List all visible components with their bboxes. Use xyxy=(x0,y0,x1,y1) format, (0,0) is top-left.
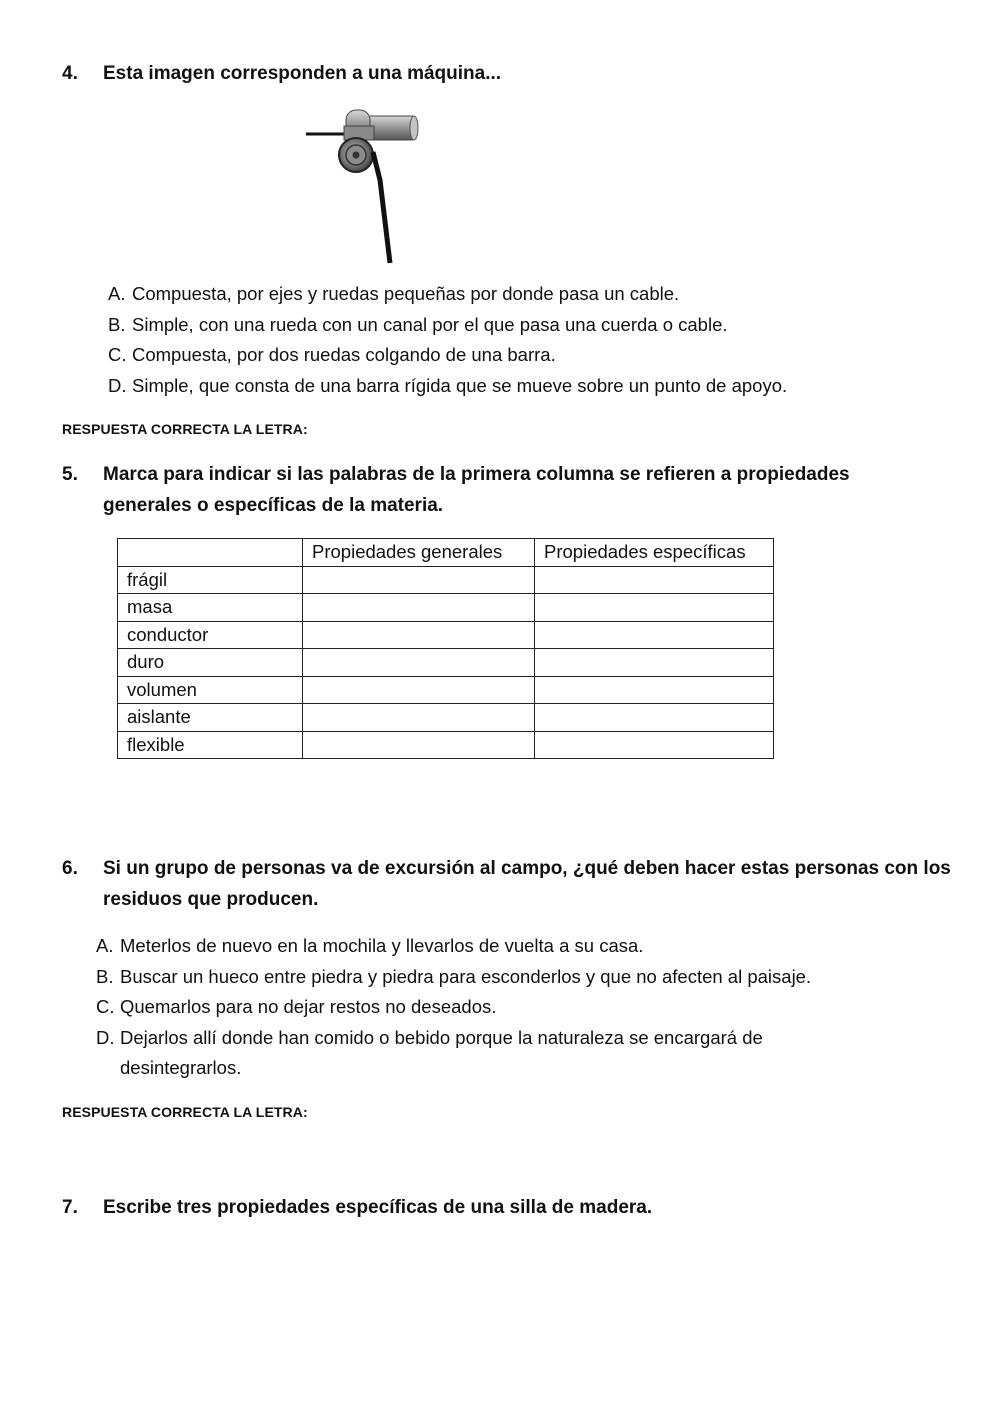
option-letter: B. xyxy=(96,965,114,987)
option-text: Quemarlos para no dejar restos no deseados. xyxy=(120,996,497,1017)
option-letter: D. xyxy=(96,1026,115,1048)
option-text: Simple, con una rueda con un canal por el que pasa una cuerda o cable. xyxy=(132,313,728,335)
question-number: 4. xyxy=(62,63,78,84)
option-d[interactable] xyxy=(96,1023,876,1084)
option-c[interactable] xyxy=(108,340,968,371)
property-name: conductor xyxy=(118,621,303,649)
option-letter: A. xyxy=(96,935,114,956)
option-b[interactable] xyxy=(96,962,876,993)
table-header-cell xyxy=(118,539,303,567)
option-letter: B. xyxy=(108,313,126,335)
question-number: 7. xyxy=(62,1197,78,1218)
option-text: Buscar un hueco entre piedra y piedra para esconderlos y que no afecten al paisaje. xyxy=(120,965,812,987)
specific-checkbox-cell[interactable] xyxy=(535,676,774,704)
specific-checkbox-cell[interactable] xyxy=(535,621,774,649)
table-row xyxy=(118,566,774,594)
table-row xyxy=(118,676,774,704)
table-row xyxy=(118,594,774,622)
question-7-title xyxy=(62,1192,942,1223)
question-6-options xyxy=(96,931,876,1084)
answer-label: RESPUESTA CORRECTA LA LETRA: xyxy=(62,1104,308,1120)
property-name: aislante xyxy=(118,704,303,732)
question-text: Escribe tres propiedades específicas de una silla de madera. xyxy=(103,1197,653,1218)
table-row xyxy=(118,704,774,732)
property-name: volumen xyxy=(118,676,303,704)
option-text: Meterlos de nuevo en la mochila y llevarlos de vuelta a su casa. xyxy=(120,935,644,956)
option-letter: A. xyxy=(108,283,126,304)
general-checkbox-cell[interactable] xyxy=(303,676,535,704)
option-d[interactable] xyxy=(108,371,968,402)
question-text: Esta imagen corresponden a una máquina... xyxy=(103,63,502,84)
question-6-title xyxy=(62,853,952,915)
question-4-title xyxy=(62,58,942,89)
specific-checkbox-cell[interactable] xyxy=(535,704,774,732)
option-letter: D. xyxy=(108,374,127,396)
question-text: Si un grupo de personas va de excursión al campo, ¿qué deben hacer estas personas con los residuos que producen. xyxy=(103,858,951,910)
question-text: Marca para indicar si las palabras de la primera columna se refieren a propiedades generales o específicas de la materia. xyxy=(103,464,850,516)
general-checkbox-cell[interactable] xyxy=(303,594,535,622)
table-header-cell: Propiedades específicas xyxy=(535,539,774,567)
option-letter: C. xyxy=(96,996,115,1017)
specific-checkbox-cell[interactable] xyxy=(535,594,774,622)
property-name: masa xyxy=(118,594,303,622)
option-text: Compuesta, por dos ruedas colgando de una barra. xyxy=(132,344,556,365)
option-letter: C. xyxy=(108,344,127,365)
general-checkbox-cell[interactable] xyxy=(303,621,535,649)
pulley-icon xyxy=(300,100,425,270)
question-4-options xyxy=(108,279,968,401)
option-b[interactable] xyxy=(108,310,968,341)
table-row xyxy=(118,621,774,649)
general-checkbox-cell[interactable] xyxy=(303,704,535,732)
table-row xyxy=(118,649,774,677)
properties-table xyxy=(117,538,774,759)
specific-checkbox-cell[interactable] xyxy=(535,566,774,594)
general-checkbox-cell[interactable] xyxy=(303,731,535,759)
specific-checkbox-cell[interactable] xyxy=(535,649,774,677)
property-name: flexible xyxy=(118,731,303,759)
question-5-title xyxy=(62,459,892,521)
specific-checkbox-cell[interactable] xyxy=(535,731,774,759)
general-checkbox-cell[interactable] xyxy=(303,649,535,677)
question-number: 5. xyxy=(62,464,78,485)
answer-label: RESPUESTA CORRECTA LA LETRA: xyxy=(62,421,308,437)
option-text: Compuesta, por ejes y ruedas pequeñas por donde pasa un cable. xyxy=(132,283,680,304)
general-checkbox-cell[interactable] xyxy=(303,566,535,594)
table-header-row xyxy=(118,539,774,567)
table-header-cell: Propiedades generales xyxy=(303,539,535,567)
option-text: Dejarlos allí donde han comido o bebido porque la naturaleza se encargará de desintegrarlos. xyxy=(120,1026,763,1078)
option-a[interactable] xyxy=(96,931,876,962)
question-number: 6. xyxy=(62,858,78,879)
option-c[interactable] xyxy=(96,992,876,1023)
option-a[interactable] xyxy=(108,279,968,310)
property-name: frágil xyxy=(118,566,303,594)
option-text: Simple, que consta de una barra rígida que se mueve sobre un punto de apoyo. xyxy=(132,374,788,396)
property-name: duro xyxy=(118,649,303,677)
table-row xyxy=(118,731,774,759)
